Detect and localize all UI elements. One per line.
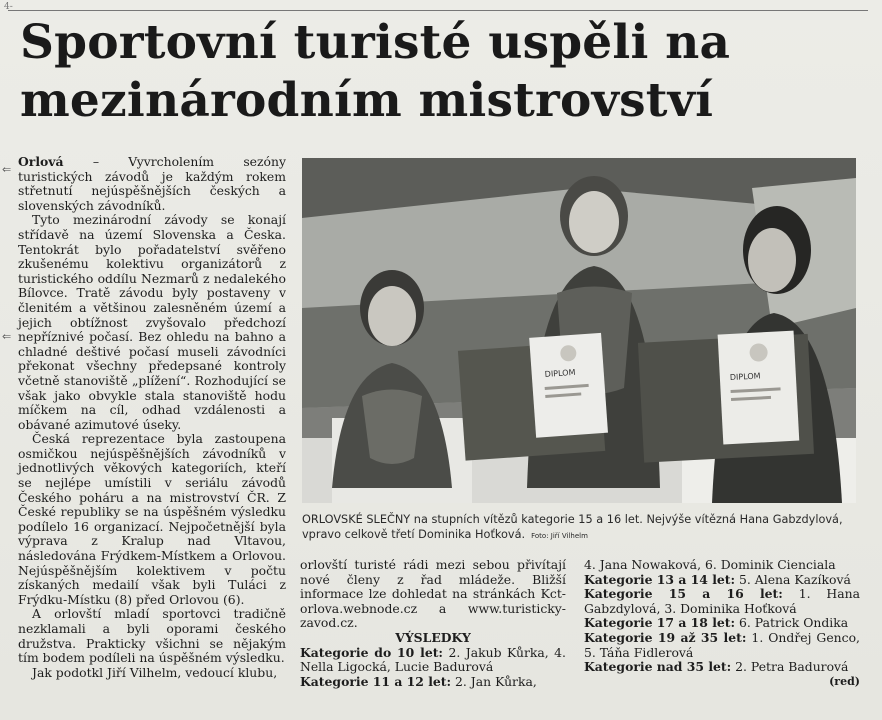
results-entry bbox=[584, 660, 860, 675]
article-column-3 bbox=[584, 558, 860, 689]
paragraph: Tyto mezinárodní závody se konají střídavě na území Slovenska a Česka. Tentokrát bylo pořadatelství svěřeno zkušenému kolektivu organizátorů z turistického oddílu Nezmarů z nedalekého Bílovce. Tratě závodu byly postaveny v členitém a většinou zalesněném území a jejich obtížnost zvyšovalo předchozí nepříznivé počasí. Bez ohledu na bahno a chladné deštivé počasí museli závodníci překonat všechny předepsané kontroly včetně stanoviště „plížení“. Rozhodující se však jako obvykle stala stanoviště hodu míčkem na cíl, odhad vzdálenosti a obávané azimutové úseky. bbox=[18, 212, 286, 432]
diploma-label-right: DIPLOM bbox=[729, 371, 761, 383]
article-column-2 bbox=[300, 558, 566, 689]
category-results: 1. Ondřej Genco, 5. Táňa Fidlerová bbox=[584, 629, 860, 660]
headline: Sportovní turisté uspěli na mezinárodním mistrovství bbox=[20, 15, 731, 128]
category-results: 1. Hana Gabzdylová, 3. Dominika Hoťková bbox=[584, 586, 860, 616]
category-label: Kategorie do 10 let: bbox=[300, 644, 444, 660]
results-entry bbox=[300, 675, 566, 690]
corner-mark: 4- bbox=[4, 2, 13, 12]
results-entry bbox=[300, 646, 566, 675]
article-column-1 bbox=[18, 155, 286, 680]
diploma-label-left: DIPLOM bbox=[544, 367, 576, 379]
results-entry bbox=[584, 573, 860, 588]
caption-lead: ORLOVSKÉ SLEČNY bbox=[302, 513, 411, 526]
category-label: Kategorie 19 až 35 let: bbox=[584, 629, 747, 645]
paragraph: A orlovští mladí sportovci tradičně nezklamali a byli oporami českého družstva. Prakticky všichni se nějakým tím bodem podíleli na úspěšném výsledku. bbox=[18, 606, 286, 666]
results-entry bbox=[584, 631, 860, 660]
photo-credit: Foto: Jiří Vilhelm bbox=[531, 532, 588, 540]
category-label: Kategorie nad 35 let: bbox=[584, 659, 732, 675]
category-results: 2. Jakub Kůrka, 4. Nella Ligocká, Lucie Badurová bbox=[300, 644, 566, 675]
author-signature: (red) bbox=[829, 674, 860, 688]
paragraph: orlovští turisté rádi mezi sebou přivítají nové členy z řad mládeže. Bližší informace lze dohledat na stránkách Kct-orlova.webnode.cz a www.turisticky-zavod.cz. bbox=[300, 557, 566, 631]
top-rule bbox=[8, 10, 868, 11]
category-results: 2. Petra Badurová bbox=[731, 659, 849, 675]
paragraph: Česká reprezentace byla zastoupena osmičkou nejúspěšnějších závodníků v jednotlivých věkových kategoriích, kteří se nejlépe umístili v seriálu závodů Českého poháru a na mistrovství ČR. Z České republiky se na úspěšném výsledku podílelo 16 organizací. Nejpočetnější byla výprava z Kralup nad Vltavou, následována Frýdkem-Místkem a Orlovou. Nejúspěšnějším kolektivem v počtu získaných medailí však byli Tuláci z Frýdku-Místku (8) před Orlovou (6). bbox=[18, 431, 286, 607]
category-results: 5. Alena Kazíková bbox=[735, 571, 851, 587]
paragraph: Jak podotkl Jiří Vilhelm, vedoucí klubu, bbox=[32, 664, 278, 680]
category-label: Kategorie 13 a 14 let: bbox=[584, 571, 736, 587]
dateline: Orlová bbox=[18, 154, 64, 169]
category-label: Kategorie 17 a 18 let: bbox=[584, 615, 736, 631]
category-results: 2. Jan Kůrka, bbox=[451, 673, 537, 689]
photo-illustration bbox=[302, 158, 856, 503]
category-results: 6. Patrick Ondika bbox=[735, 615, 849, 631]
category-label: Kategorie 15 a 16 let: bbox=[584, 586, 783, 602]
results-entry bbox=[584, 616, 860, 631]
results-entry bbox=[584, 587, 860, 616]
photo-caption bbox=[302, 512, 862, 544]
results-entry: 4. Jana Nowaková, 6. Dominik Cienciala bbox=[584, 557, 836, 572]
margin-arrow-icon: ⇐ bbox=[2, 330, 12, 343]
caption-text: na stupních vítězů kategorie 15 a 16 let. Nejvýše vítězná Hana Gabzdylová, vpravo celkově třetí Dominika Hoťková. bbox=[302, 513, 843, 541]
results-heading: VÝSLEDKY bbox=[395, 629, 471, 645]
category-label: Kategorie 11 a 12 let: bbox=[300, 673, 452, 689]
margin-arrow-icon: ⇐ bbox=[2, 163, 12, 176]
intro-text: – Vyvrcholením sezóny turistických závodů je každým rokem střetnutí nejúspěšnějších českých a slovenských závodníků. bbox=[18, 154, 286, 213]
podium-photo bbox=[302, 158, 856, 503]
